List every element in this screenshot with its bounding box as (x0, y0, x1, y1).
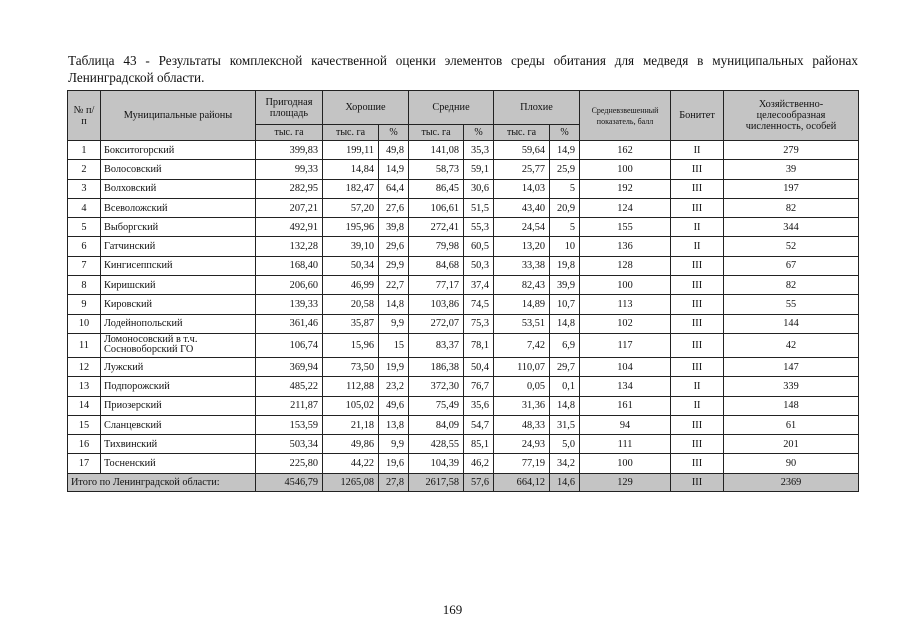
row-bonitet: III (671, 415, 724, 434)
row-district: Тосненский (101, 454, 256, 473)
row-medium-ha: 272,07 (409, 314, 464, 333)
row-good-pct: 15 (379, 333, 409, 357)
row-medium-pct: 76,7 (464, 377, 494, 396)
row-medium-pct: 85,1 (464, 435, 494, 454)
row-medium-pct: 74,5 (464, 295, 494, 314)
table-row (68, 396, 859, 415)
row-bonitet: II (671, 377, 724, 396)
row-score: 94 (580, 415, 671, 434)
row-number: 9 (68, 295, 101, 314)
row-number: 7 (68, 256, 101, 275)
row-bonitet: II (671, 396, 724, 415)
row-good-ha: 44,22 (323, 454, 379, 473)
row-number: 1 (68, 141, 101, 160)
row-area: 399,83 (256, 141, 323, 160)
row-number: 2 (68, 160, 101, 179)
total-good-pct: 27,8 (379, 473, 409, 491)
table-row (68, 333, 859, 357)
row-bad-ha: 59,64 (494, 141, 550, 160)
row-number: 6 (68, 237, 101, 256)
row-good-pct: 27,6 (379, 198, 409, 217)
row-score: 100 (580, 454, 671, 473)
table-row (68, 454, 859, 473)
row-medium-pct: 35,6 (464, 396, 494, 415)
row-medium-ha: 372,30 (409, 377, 464, 396)
header-good: Хорошие (323, 91, 409, 125)
header-weighted-score: Средневзвешенный показатель, балл (580, 91, 671, 141)
row-bad-ha: 24,93 (494, 435, 550, 454)
row-good-ha: 112,88 (323, 377, 379, 396)
row-bad-pct: 5 (550, 179, 580, 198)
table-row (68, 377, 859, 396)
row-good-pct: 22,7 (379, 276, 409, 295)
row-good-ha: 20,58 (323, 295, 379, 314)
table-caption: Таблица 43 - Результаты комплексной качественной оценки элементов среды обитания для медведя в муниципальных районах Ленинградской области. (68, 53, 858, 85)
row-population: 339 (724, 377, 859, 396)
row-area: 207,21 (256, 198, 323, 217)
page-number: 169 (442, 602, 463, 617)
row-bad-pct: 14,8 (550, 314, 580, 333)
row-bonitet: III (671, 357, 724, 376)
row-good-pct: 9,9 (379, 435, 409, 454)
unit-good-pct: % (379, 125, 409, 141)
row-bad-pct: 39,9 (550, 276, 580, 295)
row-medium-ha: 75,49 (409, 396, 464, 415)
row-number: 3 (68, 179, 101, 198)
total-area: 4546,79 (256, 473, 323, 491)
row-bonitet: II (671, 218, 724, 237)
row-bonitet: III (671, 333, 724, 357)
row-number: 4 (68, 198, 101, 217)
row-medium-ha: 103,86 (409, 295, 464, 314)
row-good-pct: 19,6 (379, 454, 409, 473)
row-medium-ha: 428,55 (409, 435, 464, 454)
row-population: 147 (724, 357, 859, 376)
row-medium-pct: 51,5 (464, 198, 494, 217)
row-district: Волховский (101, 179, 256, 198)
row-number: 8 (68, 276, 101, 295)
row-number: 14 (68, 396, 101, 415)
row-good-ha: 57,20 (323, 198, 379, 217)
row-district: Волосовский (101, 160, 256, 179)
row-medium-pct: 54,7 (464, 415, 494, 434)
row-bad-pct: 14,9 (550, 141, 580, 160)
total-score: 129 (580, 473, 671, 491)
row-bad-ha: 13,20 (494, 237, 550, 256)
row-bad-pct: 10 (550, 237, 580, 256)
row-bonitet: III (671, 435, 724, 454)
unit-medium-pct: % (464, 125, 494, 141)
row-medium-pct: 37,4 (464, 276, 494, 295)
row-medium-pct: 78,1 (464, 333, 494, 357)
row-good-ha: 105,02 (323, 396, 379, 415)
table-row (68, 160, 859, 179)
header-suitable-area: Пригодная площадь (256, 91, 323, 125)
row-area: 225,80 (256, 454, 323, 473)
row-district: Сланцевский (101, 415, 256, 434)
row-bad-ha: 24,54 (494, 218, 550, 237)
unit-bad-ha: тыс. га (494, 125, 550, 141)
table-row (68, 141, 859, 160)
row-good-pct: 9,9 (379, 314, 409, 333)
row-medium-pct: 59,1 (464, 160, 494, 179)
row-good-pct: 29,9 (379, 256, 409, 275)
table-row (68, 314, 859, 333)
row-score: 155 (580, 218, 671, 237)
row-medium-ha: 186,38 (409, 357, 464, 376)
row-medium-ha: 141,08 (409, 141, 464, 160)
row-medium-pct: 50,4 (464, 357, 494, 376)
row-population: 55 (724, 295, 859, 314)
table-row (68, 256, 859, 275)
header-medium: Средние (409, 91, 494, 125)
row-area: 106,74 (256, 333, 323, 357)
row-population: 197 (724, 179, 859, 198)
table-body (68, 141, 859, 474)
row-good-pct: 14,8 (379, 295, 409, 314)
table-row (68, 198, 859, 217)
row-medium-pct: 30,6 (464, 179, 494, 198)
row-population: 67 (724, 256, 859, 275)
row-area: 168,40 (256, 256, 323, 275)
header-bonitet: Бонитет (671, 91, 724, 141)
row-score: 162 (580, 141, 671, 160)
total-bad-pct: 14,6 (550, 473, 580, 491)
row-score: 100 (580, 276, 671, 295)
row-area: 153,59 (256, 415, 323, 434)
table-row (68, 357, 859, 376)
row-good-pct: 14,9 (379, 160, 409, 179)
row-score: 134 (580, 377, 671, 396)
row-district: Кировский (101, 295, 256, 314)
row-score: 192 (580, 179, 671, 198)
row-area: 206,60 (256, 276, 323, 295)
row-area: 211,87 (256, 396, 323, 415)
row-score: 161 (580, 396, 671, 415)
row-medium-ha: 272,41 (409, 218, 464, 237)
row-bad-ha: 25,77 (494, 160, 550, 179)
row-bad-pct: 34,2 (550, 454, 580, 473)
row-number: 12 (68, 357, 101, 376)
row-number: 13 (68, 377, 101, 396)
row-score: 128 (580, 256, 671, 275)
row-area: 503,34 (256, 435, 323, 454)
row-good-pct: 29,6 (379, 237, 409, 256)
row-number: 15 (68, 415, 101, 434)
row-bad-pct: 20,9 (550, 198, 580, 217)
row-bad-ha: 110,07 (494, 357, 550, 376)
row-medium-ha: 79,98 (409, 237, 464, 256)
row-bonitet: II (671, 237, 724, 256)
row-bad-pct: 10,7 (550, 295, 580, 314)
header-population: Хозяйственно-целесообразная численность, особей (724, 91, 859, 141)
row-number: 11 (68, 333, 101, 357)
row-bad-pct: 6,9 (550, 333, 580, 357)
row-good-pct: 49,6 (379, 396, 409, 415)
row-population: 82 (724, 198, 859, 217)
row-bad-ha: 14,89 (494, 295, 550, 314)
row-good-pct: 19,9 (379, 357, 409, 376)
row-good-ha: 49,86 (323, 435, 379, 454)
row-medium-ha: 104,39 (409, 454, 464, 473)
row-bad-ha: 48,33 (494, 415, 550, 434)
row-medium-ha: 83,37 (409, 333, 464, 357)
unit-bad-pct: % (550, 125, 580, 141)
table-row (68, 415, 859, 434)
row-district: Киришский (101, 276, 256, 295)
total-label: Итого по Ленинградской области: (68, 473, 256, 491)
table-row (68, 218, 859, 237)
row-good-ha: 35,87 (323, 314, 379, 333)
unit-good-ha: тыс. га (323, 125, 379, 141)
row-good-ha: 46,99 (323, 276, 379, 295)
row-bad-ha: 82,43 (494, 276, 550, 295)
row-medium-pct: 60,5 (464, 237, 494, 256)
row-bad-pct: 29,7 (550, 357, 580, 376)
row-number: 10 (68, 314, 101, 333)
header-district: Муниципальные районы (101, 91, 256, 141)
row-area: 492,91 (256, 218, 323, 237)
row-district: Лодейнопольский (101, 314, 256, 333)
row-medium-pct: 46,2 (464, 454, 494, 473)
row-number: 16 (68, 435, 101, 454)
row-bad-ha: 53,51 (494, 314, 550, 333)
row-medium-pct: 35,3 (464, 141, 494, 160)
row-district: Подпорожский (101, 377, 256, 396)
row-population: 279 (724, 141, 859, 160)
row-score: 124 (580, 198, 671, 217)
unit-area-ha: тыс. га (256, 125, 323, 141)
row-good-ha: 50,34 (323, 256, 379, 275)
row-district: Всеволожский (101, 198, 256, 217)
row-bad-pct: 5,0 (550, 435, 580, 454)
row-score: 136 (580, 237, 671, 256)
row-area: 369,94 (256, 357, 323, 376)
row-score: 100 (580, 160, 671, 179)
row-score: 102 (580, 314, 671, 333)
row-good-ha: 15,96 (323, 333, 379, 357)
row-population: 344 (724, 218, 859, 237)
row-medium-ha: 86,45 (409, 179, 464, 198)
row-population: 52 (724, 237, 859, 256)
row-bonitet: III (671, 160, 724, 179)
row-population: 90 (724, 454, 859, 473)
row-area: 361,46 (256, 314, 323, 333)
row-good-pct: 13,8 (379, 415, 409, 434)
row-medium-pct: 75,3 (464, 314, 494, 333)
row-score: 113 (580, 295, 671, 314)
row-population: 61 (724, 415, 859, 434)
row-bad-pct: 19,8 (550, 256, 580, 275)
row-medium-ha: 58,73 (409, 160, 464, 179)
row-medium-pct: 50,3 (464, 256, 494, 275)
row-medium-ha: 84,09 (409, 415, 464, 434)
row-population: 39 (724, 160, 859, 179)
row-score: 117 (580, 333, 671, 357)
unit-medium-ha: тыс. га (409, 125, 464, 141)
row-bonitet: III (671, 276, 724, 295)
total-bonitet: III (671, 473, 724, 491)
row-area: 132,28 (256, 237, 323, 256)
row-score: 104 (580, 357, 671, 376)
row-district: Тихвинский (101, 435, 256, 454)
row-good-ha: 199,11 (323, 141, 379, 160)
row-district: Гатчинский (101, 237, 256, 256)
results-table (67, 90, 859, 492)
row-district: Кингисеппский (101, 256, 256, 275)
row-good-ha: 14,84 (323, 160, 379, 179)
row-district: Выборгский (101, 218, 256, 237)
total-bad-ha: 664,12 (494, 473, 550, 491)
header-bad: Плохие (494, 91, 580, 125)
row-good-ha: 73,50 (323, 357, 379, 376)
row-population: 82 (724, 276, 859, 295)
row-bad-ha: 77,19 (494, 454, 550, 473)
row-medium-ha: 84,68 (409, 256, 464, 275)
row-bad-pct: 5 (550, 218, 580, 237)
row-bonitet: III (671, 295, 724, 314)
row-good-pct: 49,8 (379, 141, 409, 160)
row-bad-pct: 31,5 (550, 415, 580, 434)
row-bad-ha: 14,03 (494, 179, 550, 198)
total-medium-pct: 57,6 (464, 473, 494, 491)
row-good-pct: 23,2 (379, 377, 409, 396)
row-area: 99,33 (256, 160, 323, 179)
row-area: 139,33 (256, 295, 323, 314)
row-bad-pct: 25,9 (550, 160, 580, 179)
row-good-ha: 21,18 (323, 415, 379, 434)
row-bonitet: II (671, 141, 724, 160)
row-bad-pct: 14,8 (550, 396, 580, 415)
total-good-ha: 1265,08 (323, 473, 379, 491)
row-population: 42 (724, 333, 859, 357)
row-number: 5 (68, 218, 101, 237)
row-good-ha: 39,10 (323, 237, 379, 256)
row-bad-pct: 0,1 (550, 377, 580, 396)
row-population: 201 (724, 435, 859, 454)
row-district: Бокситогорский (101, 141, 256, 160)
row-bonitet: III (671, 198, 724, 217)
row-area: 282,95 (256, 179, 323, 198)
row-population: 144 (724, 314, 859, 333)
table-row (68, 435, 859, 454)
total-medium-ha: 2617,58 (409, 473, 464, 491)
header-num: № п/п (68, 91, 101, 141)
row-medium-ha: 106,61 (409, 198, 464, 217)
total-population: 2369 (724, 473, 859, 491)
row-medium-pct: 55,3 (464, 218, 494, 237)
table-row (68, 295, 859, 314)
row-good-pct: 64,4 (379, 179, 409, 198)
row-good-pct: 39,8 (379, 218, 409, 237)
row-population: 148 (724, 396, 859, 415)
row-good-ha: 195,96 (323, 218, 379, 237)
table-row (68, 276, 859, 295)
row-district: Приозерский (101, 396, 256, 415)
table-row (68, 179, 859, 198)
row-score: 111 (580, 435, 671, 454)
row-bad-ha: 43,40 (494, 198, 550, 217)
row-bad-ha: 31,36 (494, 396, 550, 415)
row-area: 485,22 (256, 377, 323, 396)
row-district: Ломоносовский в т.ч. Сосновоборский ГО (101, 333, 256, 357)
row-bad-ha: 33,38 (494, 256, 550, 275)
row-number: 17 (68, 454, 101, 473)
table-header (68, 91, 859, 141)
total-row (68, 473, 859, 491)
row-medium-ha: 77,17 (409, 276, 464, 295)
row-bonitet: III (671, 454, 724, 473)
row-bonitet: III (671, 256, 724, 275)
row-district: Лужский (101, 357, 256, 376)
row-bad-ha: 7,42 (494, 333, 550, 357)
row-bonitet: III (671, 179, 724, 198)
table-row (68, 237, 859, 256)
row-good-ha: 182,47 (323, 179, 379, 198)
row-bonitet: III (671, 314, 724, 333)
row-bad-ha: 0,05 (494, 377, 550, 396)
